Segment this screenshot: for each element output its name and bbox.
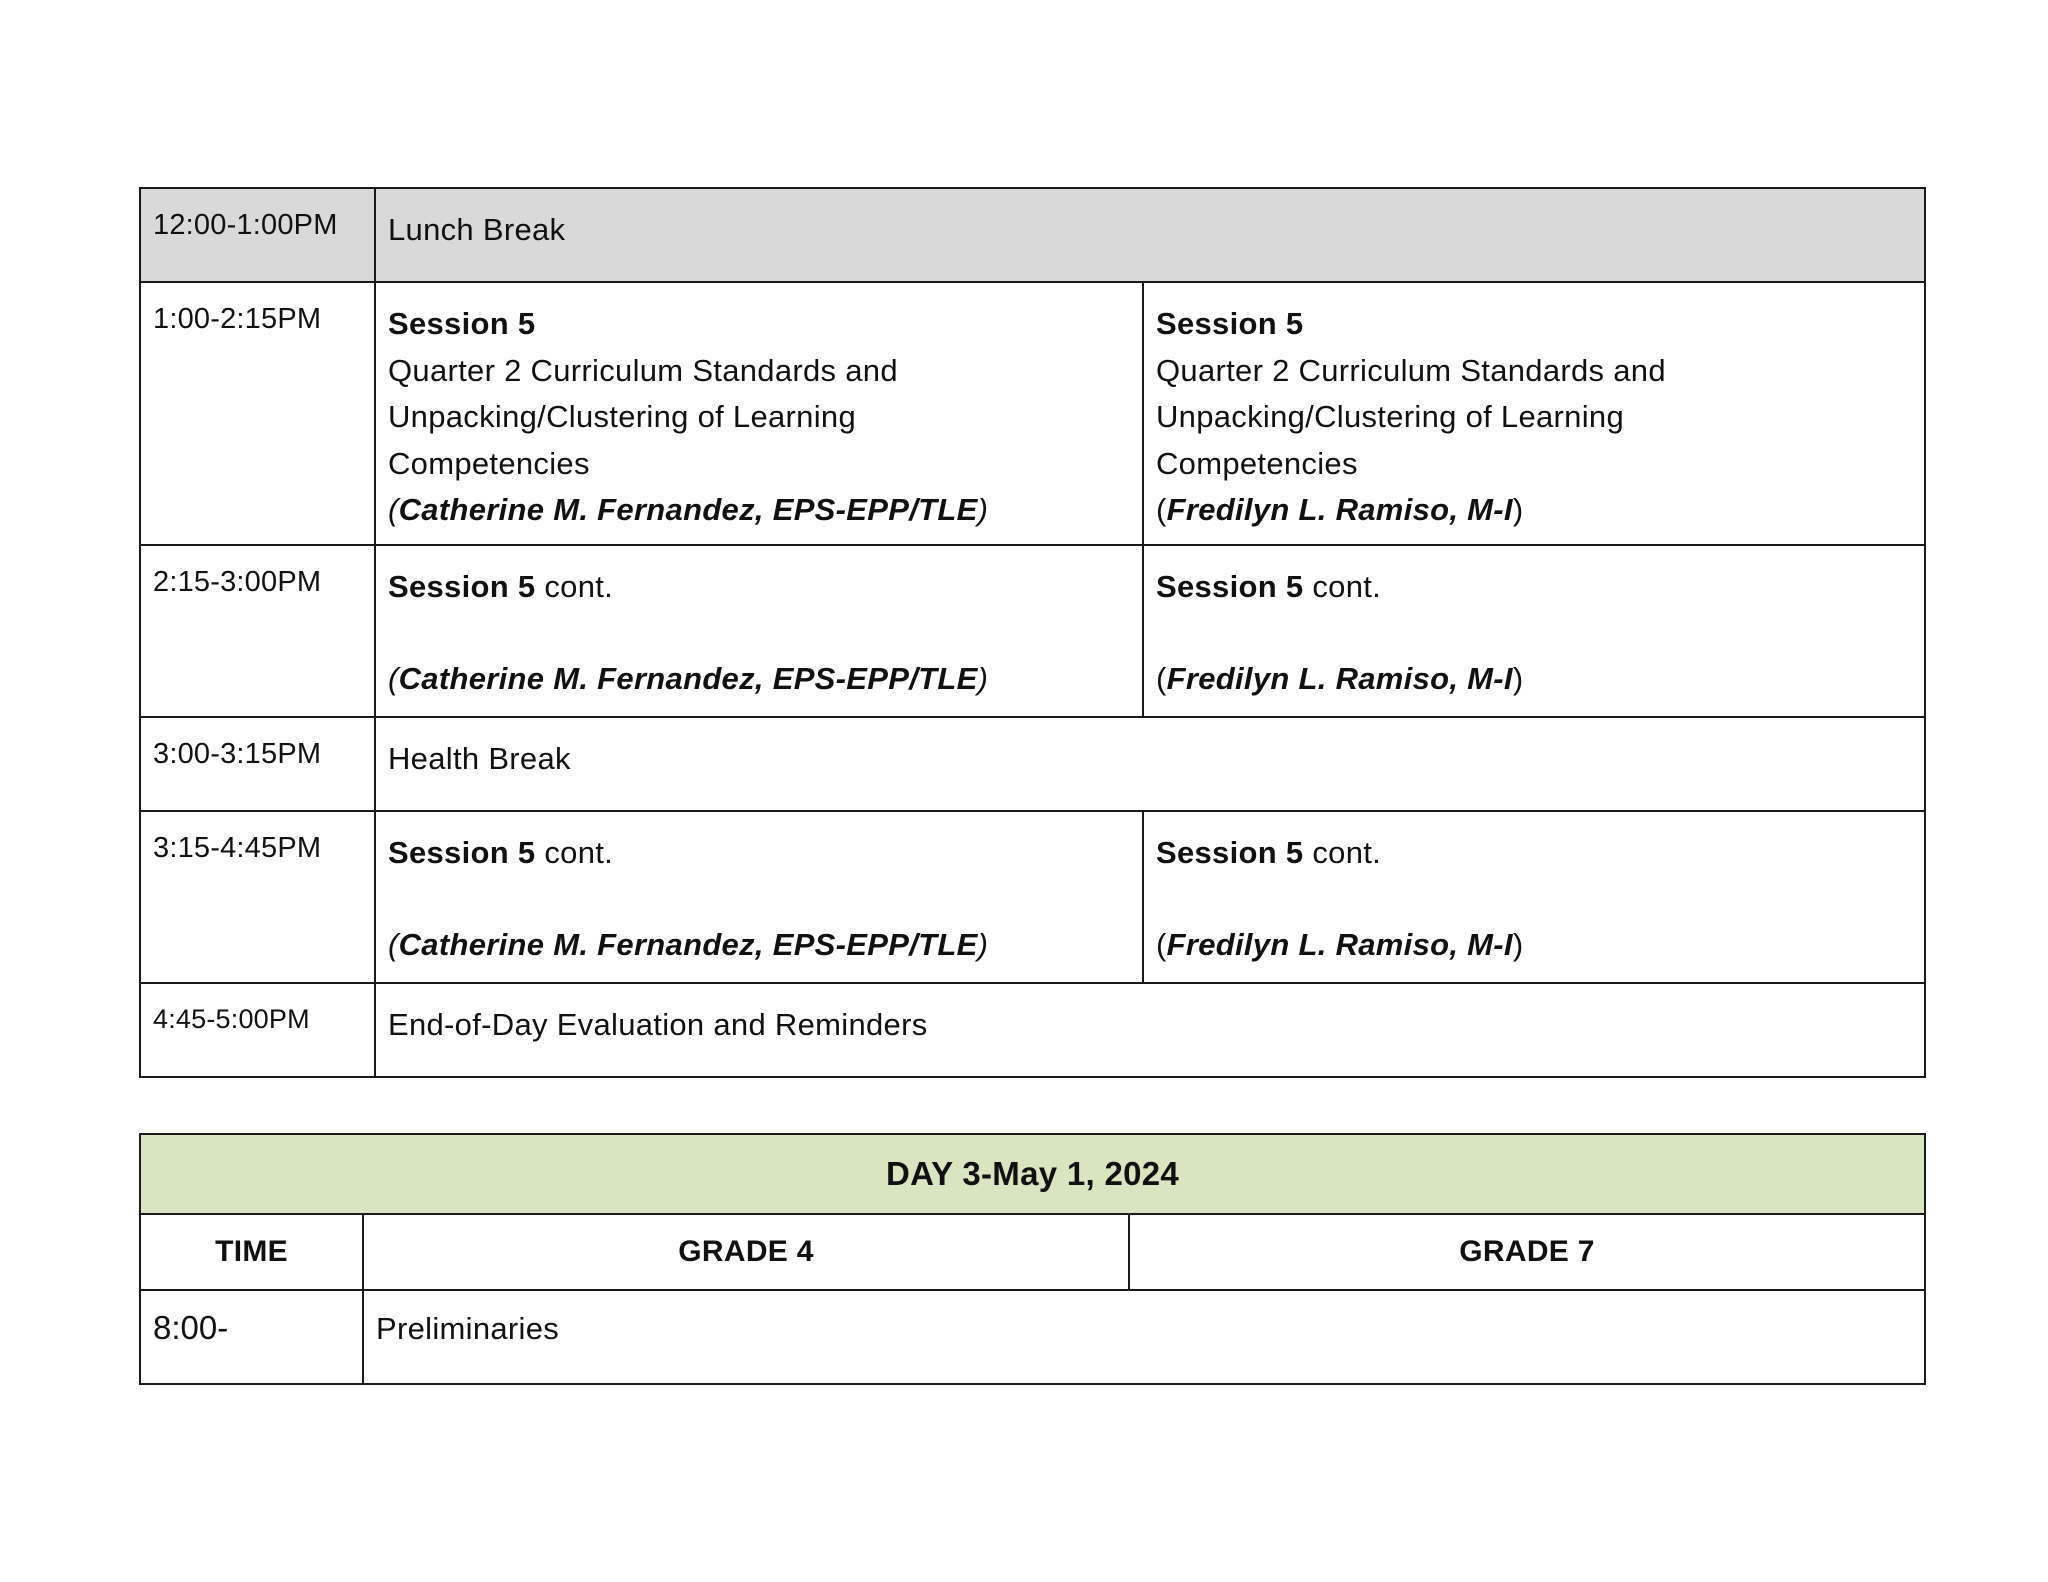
speaker-line: (Fredilyn L. Ramiso, M-I) xyxy=(1156,492,1524,527)
session-description-line: Quarter 2 Curriculum Standards and xyxy=(1156,352,1666,388)
health-break-cell: Health Break xyxy=(375,717,1925,811)
speaker-name: Fredilyn L. Ramiso, M-I xyxy=(1166,927,1513,962)
speaker-line: (Catherine M. Fernandez, EPS-EPP/TLE) xyxy=(388,927,989,962)
speaker-line: (Catherine M. Fernandez, EPS-EPP/TLE) xyxy=(388,661,989,696)
session-description-line: Competencies xyxy=(388,445,590,481)
speaker-line: (Fredilyn L. Ramiso, M-I) xyxy=(1156,661,1524,696)
lunch-break-cell: Lunch Break xyxy=(375,188,1925,282)
session-title: Session 5 xyxy=(388,568,536,604)
session-cell-right xyxy=(1143,545,1925,717)
table-row-day-header xyxy=(140,1134,1925,1214)
end-of-day-cell: End-of-Day Evaluation and Reminders xyxy=(375,983,1925,1077)
speaker-name: Fredilyn L. Ramiso, M-I xyxy=(1166,492,1513,527)
session-cont-suffix: cont. xyxy=(535,834,614,870)
session-title: Session 5 xyxy=(388,306,536,341)
session-cell-left xyxy=(375,811,1143,983)
time-cell: 3:00-3:15PM xyxy=(140,717,375,811)
session-cont-suffix: cont. xyxy=(1303,834,1382,870)
session-cell-left xyxy=(375,282,1143,545)
session-description-line: Competencies xyxy=(1156,445,1358,481)
table-row-end-of-day xyxy=(140,983,1925,1077)
speaker-name: Catherine M. Fernandez, EPS-EPP/TLE xyxy=(398,492,978,527)
session-cont-suffix: cont. xyxy=(1303,568,1382,604)
session-cell-right xyxy=(1143,811,1925,983)
table-row-session-cont xyxy=(140,545,1925,717)
session-description-line: Quarter 2 Curriculum Standards and xyxy=(388,352,898,388)
schedule-table xyxy=(139,187,1926,1078)
session-cont-line xyxy=(1156,830,1912,877)
session-description-line: Unpacking/Clustering of Learning xyxy=(1156,399,1624,434)
table-row-session xyxy=(140,282,1925,545)
time-cell: 12:00-1:00PM xyxy=(140,188,375,282)
table-row-preliminaries xyxy=(140,1290,1925,1384)
table-row-session-cont xyxy=(140,811,1925,983)
time-cell: 1:00-2:15PM xyxy=(140,282,375,545)
session-title: Session 5 xyxy=(1156,306,1304,341)
preliminaries-cell: Preliminaries xyxy=(363,1290,1925,1384)
speaker-line: (Catherine M. Fernandez, EPS-EPP/TLE) xyxy=(388,492,989,527)
time-cell: 8:00- xyxy=(140,1290,363,1384)
session-cell-right xyxy=(1143,282,1925,545)
speaker-name: Catherine M. Fernandez, EPS-EPP/TLE xyxy=(398,927,978,962)
speaker-name: Fredilyn L. Ramiso, M-I xyxy=(1166,661,1513,696)
session-title: Session 5 xyxy=(1156,568,1304,604)
session-title: Session 5 xyxy=(1156,834,1304,870)
speaker-name: Catherine M. Fernandez, EPS-EPP/TLE xyxy=(398,661,978,696)
session-cont-suffix: cont. xyxy=(535,568,614,604)
day-title: DAY 3-May 1, 2024 xyxy=(140,1134,1925,1214)
session-cont-line xyxy=(1156,564,1912,611)
table-row-lunch xyxy=(140,188,1925,282)
session-title: Session 5 xyxy=(388,834,536,870)
time-cell: 2:15-3:00PM xyxy=(140,545,375,717)
speaker-line: (Fredilyn L. Ramiso, M-I) xyxy=(1156,927,1524,962)
session-cont-line xyxy=(388,564,1130,611)
session-cont-line xyxy=(388,830,1130,877)
table-row-column-headers xyxy=(140,1214,1925,1290)
session-cell-left xyxy=(375,545,1143,717)
time-cell: 4:45-5:00PM xyxy=(140,983,375,1077)
column-header-time: TIME xyxy=(140,1214,363,1290)
column-header-grade-4: GRADE 4 xyxy=(363,1214,1129,1290)
day3-table xyxy=(139,1133,1926,1385)
time-cell: 3:15-4:45PM xyxy=(140,811,375,983)
column-header-grade-7: GRADE 7 xyxy=(1129,1214,1925,1290)
table-row-health-break xyxy=(140,717,1925,811)
session-description-line: Unpacking/Clustering of Learning xyxy=(388,399,856,434)
